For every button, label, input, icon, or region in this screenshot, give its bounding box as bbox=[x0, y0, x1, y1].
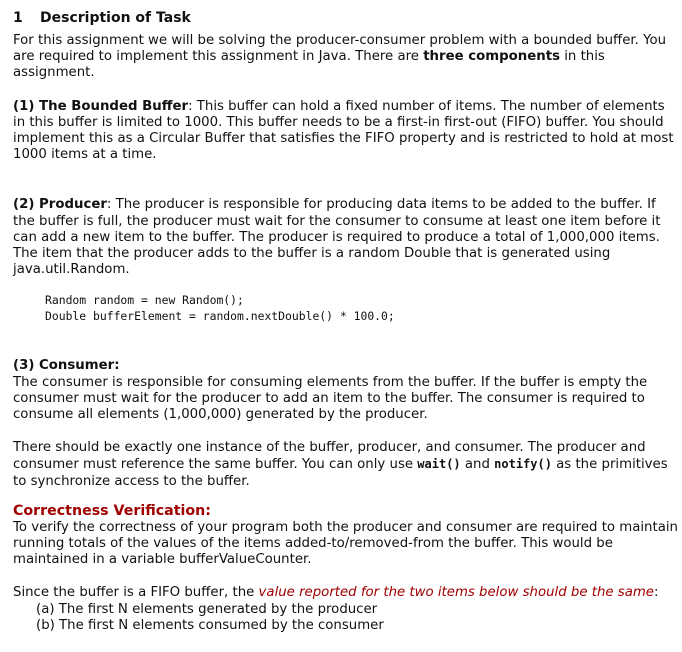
section-title: Description of Task bbox=[40, 10, 191, 26]
consumer-label: (3) Consumer: bbox=[13, 358, 120, 374]
consumer-text: The consumer is responsible for consuming elements from the buffer. If the buffer is empty the consumer must wait for the producer to add an item to the buffer. The consumer is required to consume all elements (1,000,000) generated by the producer. bbox=[13, 374, 648, 423]
fifo-emphasis-text: value reported for the two items below should be the same bbox=[258, 585, 654, 601]
bounded-buffer-label: (1) The Bounded Buffer bbox=[13, 98, 189, 114]
intro-text: For this assignment we will be solving the producer-consumer problem with a bounded buffer. You are required to implement this assignment in Java. There are bbox=[13, 33, 667, 65]
fifo-text: Since the buffer is a FIFO buffer, the bbox=[13, 585, 259, 601]
wait-code: wait() bbox=[417, 457, 461, 472]
notify-code: notify() bbox=[494, 457, 552, 472]
list-item: (b) The first N elements consumed by the consumer bbox=[36, 617, 384, 633]
producer-label: (2) Producer bbox=[13, 197, 107, 213]
section-number: 1 bbox=[13, 10, 23, 26]
code-line: Random random = new Random(); bbox=[45, 293, 244, 308]
document-page bbox=[13, 10, 679, 634]
list-item: (a) The first N elements generated by the producer bbox=[36, 601, 378, 617]
instances-text-end: as the primitives to synchronize access to the buffer. bbox=[13, 457, 668, 489]
code-block bbox=[13, 292, 679, 324]
intro-text-end: in this assignment. bbox=[13, 49, 605, 81]
fifo-text-end: : bbox=[654, 585, 659, 601]
instances-text: There should be exactly one instance of the buffer, producer, and consumer. The producer and consumer must reference the same buffer. You can only use bbox=[13, 440, 646, 473]
fifo-paragraph bbox=[13, 585, 679, 601]
verification-title: Correctness Verification: bbox=[13, 502, 211, 519]
instances-paragraph bbox=[13, 440, 679, 490]
intro-paragraph bbox=[13, 33, 679, 82]
instances-and-text: and bbox=[460, 457, 495, 473]
intro-bold-text: three components bbox=[423, 49, 560, 65]
bounded-buffer-paragraph bbox=[13, 99, 679, 164]
producer-text: : The producer is responsible for producing data items to be added to the buffer. If the buffer is full, the producer must wait for the consumer to consume at least one item before it can add a new item to the buffer. The producer is required to produce a total of 1,000,000 items. The item that the producer adds to the buffer is a random Double that is generated using java.util.Random. bbox=[13, 197, 661, 278]
verification-paragraph: To verify the correctness of your program both the producer and consumer are required to maintain running totals of the values of the items added-to/removed-from the buffer. This would be maintained in a variable bufferValueCounter. bbox=[13, 519, 678, 568]
bounded-buffer-text: : This buffer can hold a fixed number of items. The number of elements in this buffer is limited to 1000. This buffer needs to be a first-in first-out (FIFO) buffer. You should implement this as a Circular Buffer that satisfies the FIFO property and is restricted to hold at most 1000 items at a time. bbox=[13, 98, 674, 163]
consumer-paragraph bbox=[13, 358, 679, 423]
producer-paragraph bbox=[13, 197, 679, 278]
code-line: Double bufferElement = random.nextDouble() * 100.0; bbox=[45, 309, 395, 324]
section-heading bbox=[13, 10, 679, 26]
